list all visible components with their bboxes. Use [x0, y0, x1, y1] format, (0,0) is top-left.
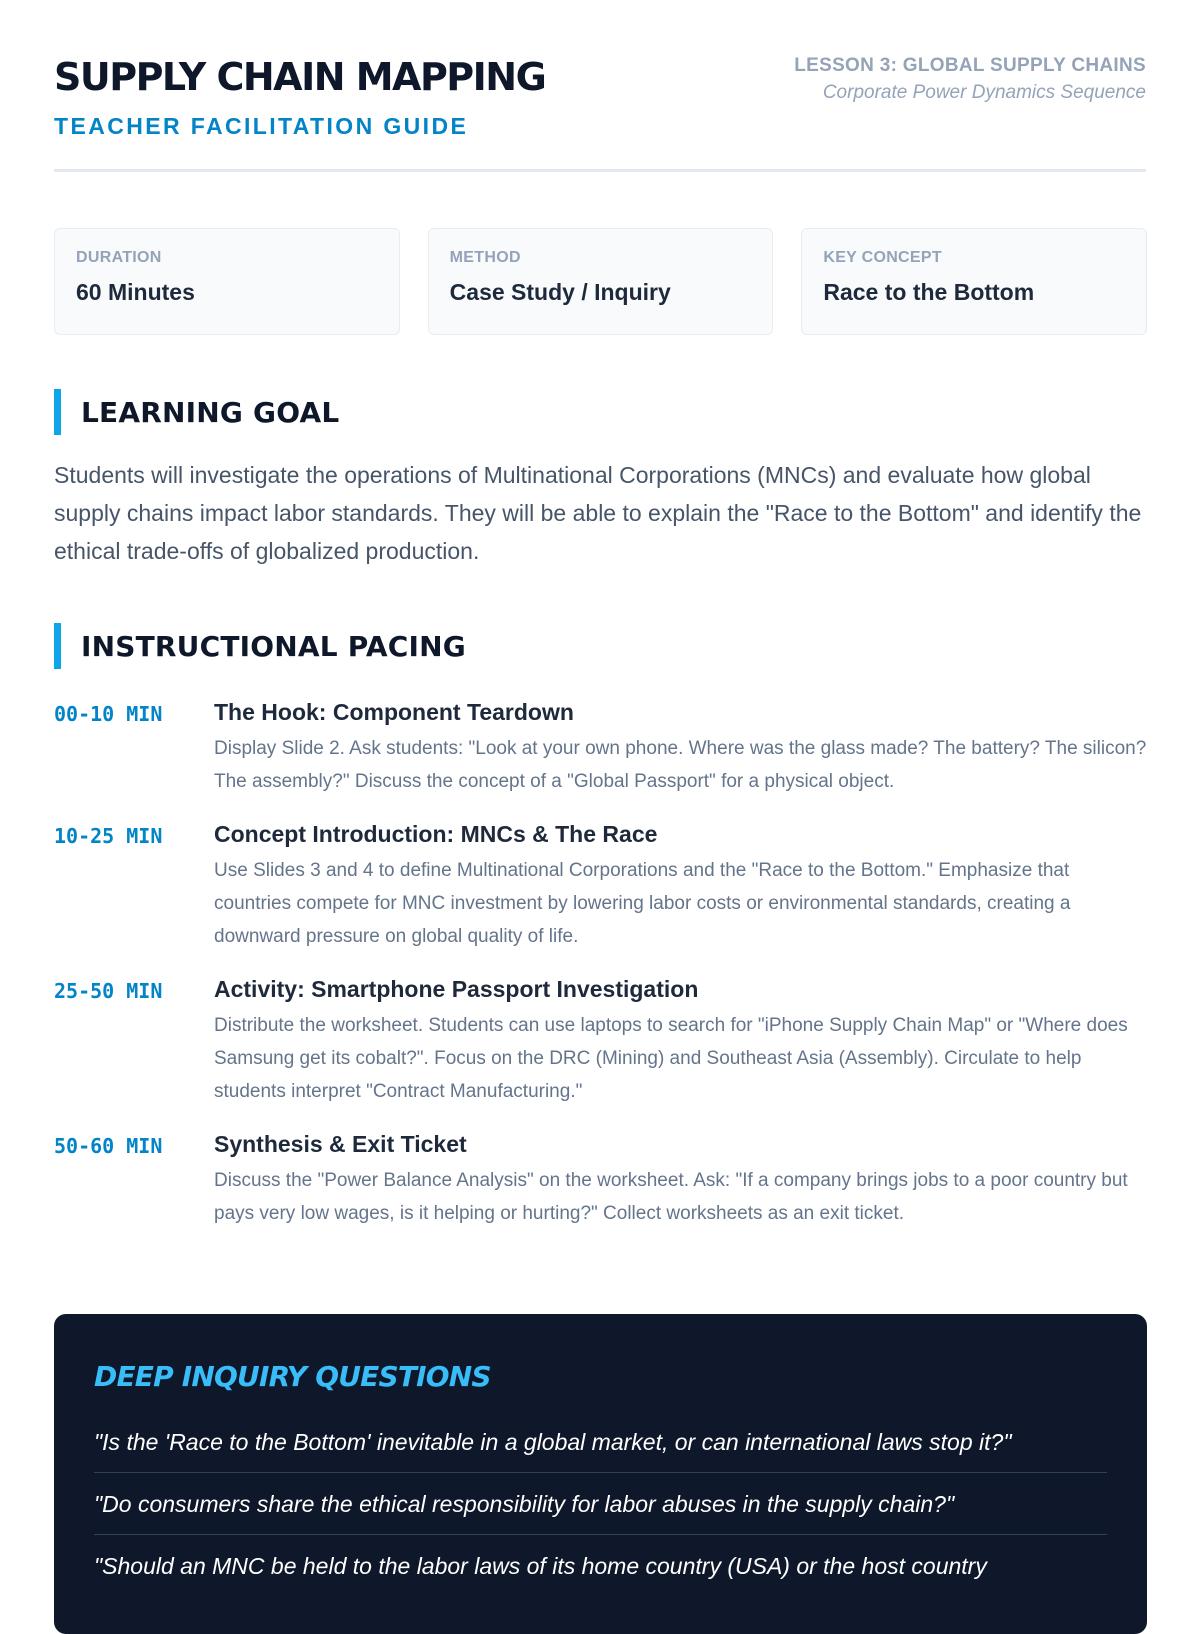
inquiry-question: "Should an MNC be held to the labor laws of its home country (USA) or the host country: [94, 1553, 987, 1579]
card-label: METHOD: [449, 249, 521, 266]
pacing-title: The Hook: Component Teardown: [214, 699, 574, 725]
pacing-description: Discuss the "Power Balance Analysis" on the worksheet. Ask: "If a company brings jobs to a poor country but pays very low wages, is it helping or hurting?" Collect worksheets as an exit ticket.: [214, 1170, 1128, 1224]
pacing-time: 50-60 MIN: [54, 1134, 163, 1158]
page-header: [54, 0, 1146, 172]
card-value: Case Study / Inquiry: [449, 279, 671, 305]
instructional-pacing-heading: INSTRUCTIONAL PACING: [54, 623, 1147, 669]
pacing-title: Activity: Smartphone Passport Investigation: [214, 976, 699, 1002]
pacing-title: Concept Introduction: MNCs & The Race: [214, 821, 658, 847]
card-label: KEY CONCEPT: [823, 249, 942, 266]
card-label: DURATION: [76, 249, 162, 266]
pacing-description: Distribute the worksheet. Students can use laptops to search for "iPhone Supply Chain Map" or "Where does Samsung get its cobalt?". Focus on the DRC (Mining) and Southeast Asia (Assembly). Circulate to help students interpret "Contract Manufacturing.": [214, 1015, 1128, 1102]
pacing-body: [214, 698, 1147, 798]
pacing-description: Display Slide 2. Ask students: "Look at your own phone. Where was the glass made? The battery? The silicon? The assembly?" Discuss the concept of a "Global Passport" for a physical object.: [214, 738, 1147, 792]
pacing-item: [54, 975, 1147, 1108]
duration-card: [54, 228, 400, 335]
card-value: Race to the Bottom: [823, 279, 1035, 305]
learning-goal-text: Students will investigate the operations of Multinational Corporations (MNCs) and evaluate how global supply chains impact labor standards. They will be able to explain the "Race to the Bottom" and identify the ethical trade-offs of globalized production.: [54, 462, 1142, 564]
sequence-label: Corporate Power Dynamics Sequence: [822, 82, 1146, 103]
pacing-body: [214, 975, 1147, 1108]
pacing-item: [54, 820, 1147, 953]
pacing-body: [214, 820, 1147, 953]
deep-inquiry-panel: [54, 1314, 1147, 1634]
pacing-body: [214, 1130, 1147, 1230]
inquiry-question: "Is the 'Race to the Bottom' inevitable in a global market, or can international laws stop it?": [94, 1411, 1107, 1473]
pacing-time: 00-10 MIN: [54, 702, 163, 726]
pacing-item: [54, 698, 1147, 798]
pacing-description: Use Slides 3 and 4 to define Multinational Corporations and the "Race to the Bottom." Emphasize that countries compete for MNC investment by lowering labor costs or environmental standards, creating a downward pressure on global quality of life.: [214, 860, 1071, 947]
inquiry-heading: DEEP INQUIRY QUESTIONS: [94, 1360, 491, 1393]
page-subtitle: TEACHER FACILITATION GUIDE: [54, 113, 469, 139]
method-card: [428, 228, 774, 335]
card-value: 60 Minutes: [76, 279, 195, 305]
pacing-time: 10-25 MIN: [54, 824, 163, 848]
pacing-item: [54, 1130, 1147, 1230]
pacing-list: [54, 698, 1147, 1252]
learning-goal-heading: LEARNING GOAL: [54, 389, 1147, 435]
stat-cards: [54, 228, 1147, 335]
pacing-time: 25-50 MIN: [54, 979, 163, 1003]
key-concept-card: [801, 228, 1147, 335]
pacing-title: Synthesis & Exit Ticket: [214, 1131, 467, 1157]
inquiry-question: "Do consumers share the ethical responsibility for labor abuses in the supply chain?": [94, 1473, 1107, 1535]
lesson-label: LESSON 3: GLOBAL SUPPLY CHAINS: [794, 55, 1146, 76]
page-title: SUPPLY CHAIN MAPPING: [54, 55, 546, 99]
